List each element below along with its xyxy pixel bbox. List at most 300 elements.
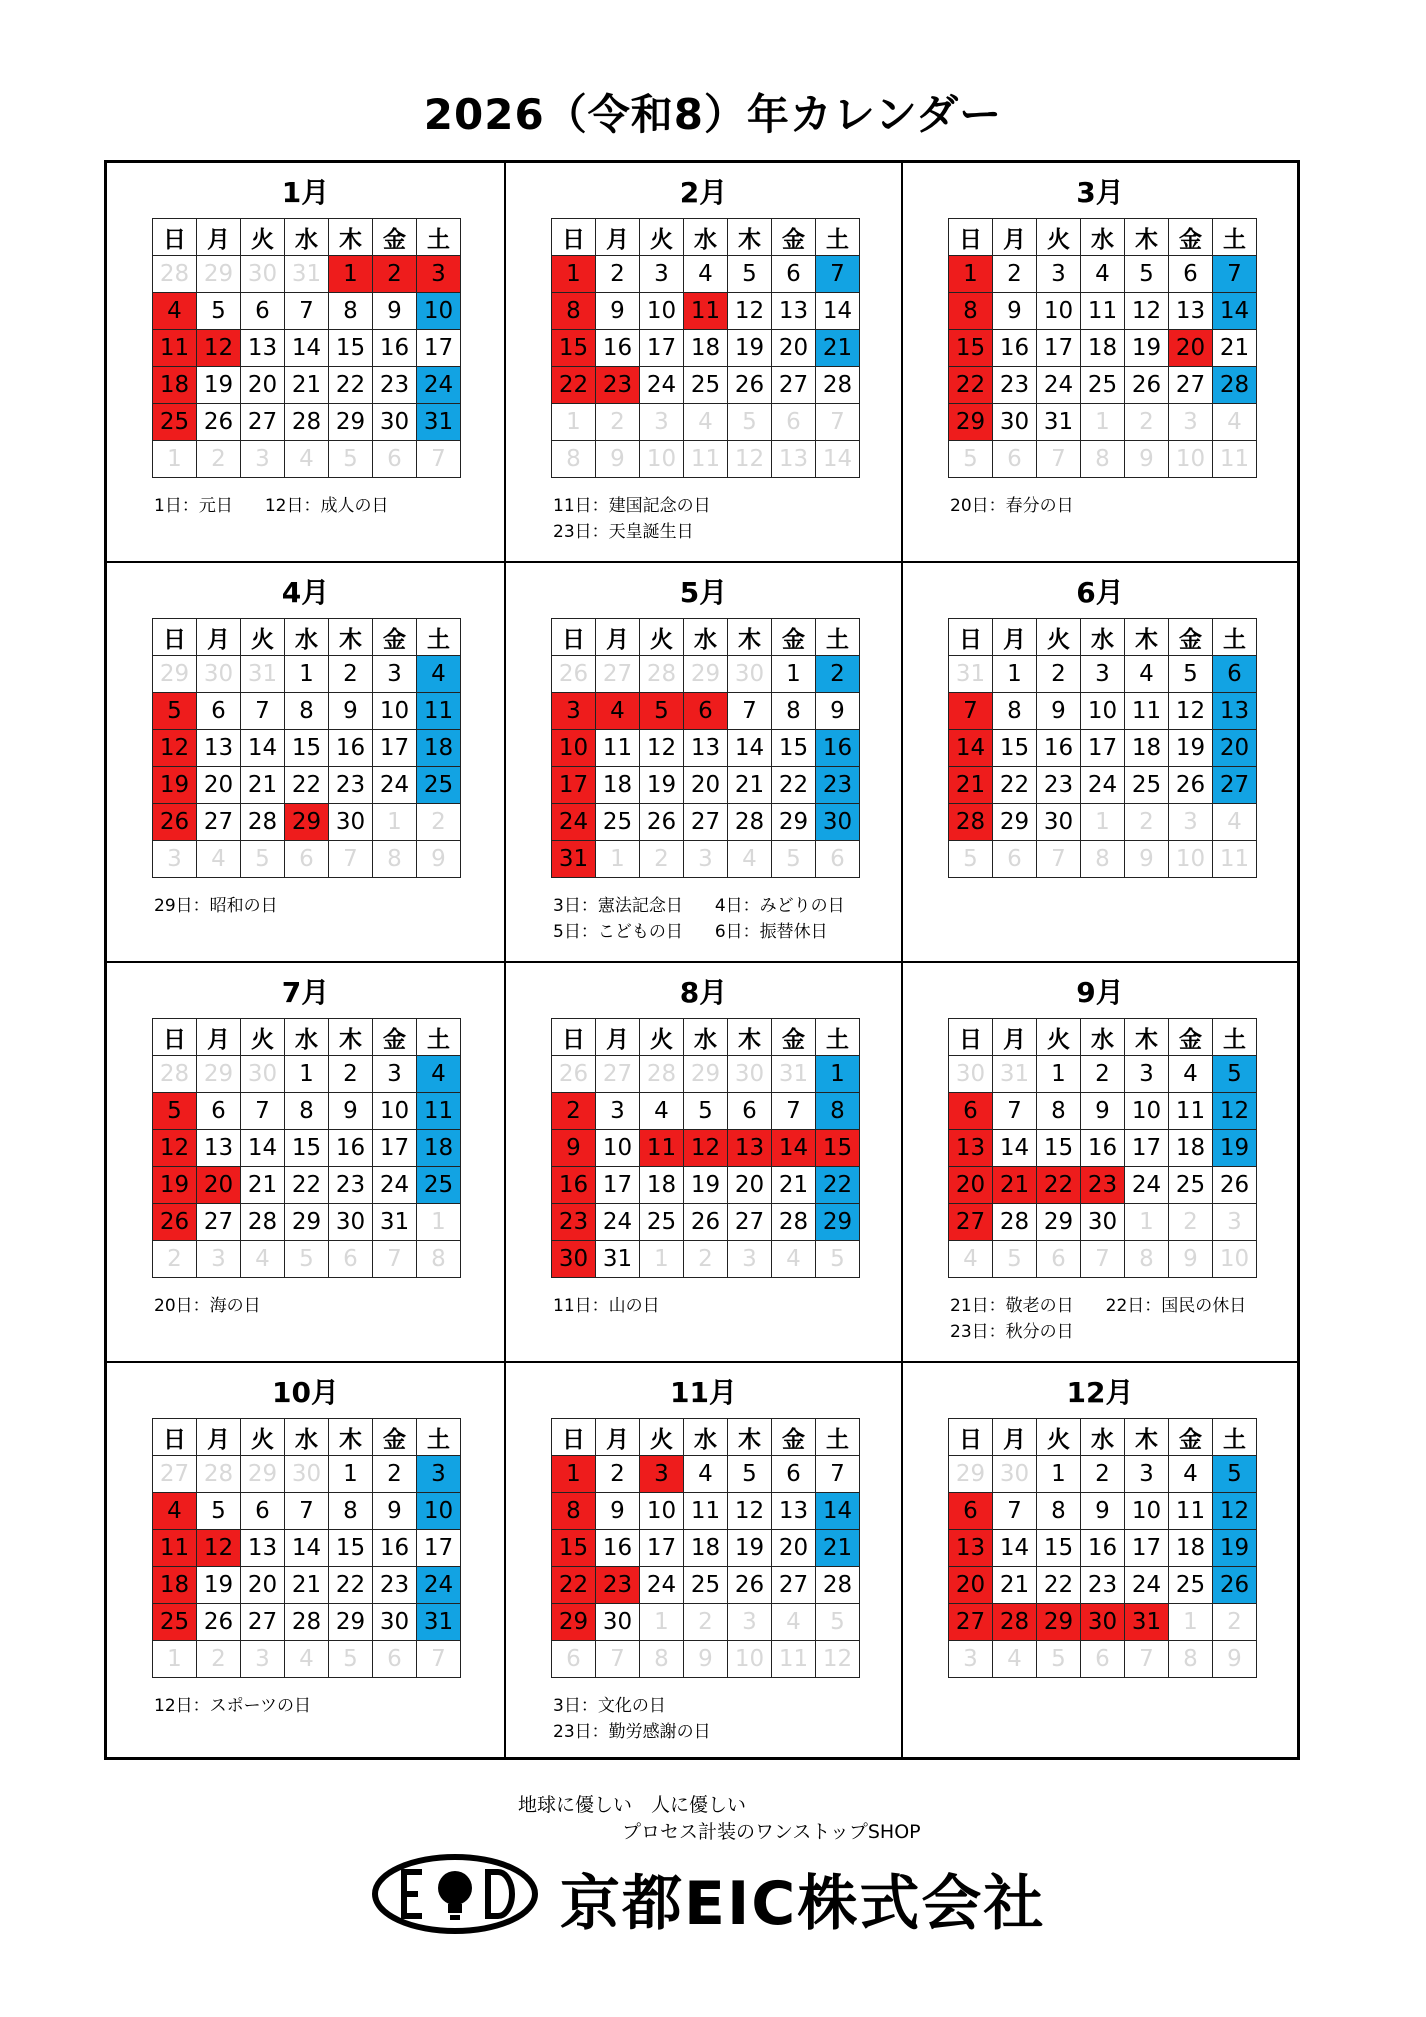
weekday-header: 土: [1213, 619, 1257, 656]
holiday-day-cell: 2: [373, 256, 417, 293]
week-row: [552, 330, 860, 367]
weekday-header: 木: [1125, 219, 1169, 256]
day-cell: 26: [1169, 767, 1213, 804]
weekday-header: 水: [285, 219, 329, 256]
week-row: [949, 404, 1257, 441]
holiday-day-cell: 13: [728, 1130, 772, 1167]
month-title: 10月: [272, 1376, 339, 1409]
other-month-day-cell: 9: [417, 841, 461, 878]
weekday-header: 金: [373, 619, 417, 656]
day-cell: 19: [1125, 330, 1169, 367]
company-logo: [370, 1852, 540, 1937]
saturday-day-cell: 4: [417, 1056, 461, 1093]
day-cell: 20: [197, 767, 241, 804]
other-month-day-cell: 30: [241, 256, 285, 293]
other-month-day-cell: 30: [993, 1456, 1037, 1493]
week-row: [949, 1641, 1257, 1678]
day-cell: 4: [684, 1456, 728, 1493]
weekday-header: 月: [596, 219, 640, 256]
holiday-day-cell: 11: [153, 330, 197, 367]
day-cell: 13: [1169, 293, 1213, 330]
day-cell: 7: [993, 1493, 1037, 1530]
other-month-day-cell: 30: [285, 1456, 329, 1493]
day-cell: 27: [772, 367, 816, 404]
holiday-day-cell: 22: [552, 1567, 596, 1604]
weekday-header: 金: [772, 1419, 816, 1456]
week-row: [153, 293, 461, 330]
other-month-day-cell: 29: [684, 1056, 728, 1093]
day-cell: 5: [197, 293, 241, 330]
month-panel: [506, 1363, 903, 1757]
week-row: [153, 1167, 461, 1204]
day-cell: 18: [1125, 730, 1169, 767]
day-cell: 4: [1125, 656, 1169, 693]
holiday-day-cell: 9: [552, 1130, 596, 1167]
other-month-day-cell: 30: [728, 656, 772, 693]
other-month-day-cell: 2: [1125, 404, 1169, 441]
day-cell: 30: [329, 804, 373, 841]
day-cell: 23: [1081, 1567, 1125, 1604]
weekday-header: 木: [728, 219, 772, 256]
saturday-day-cell: 23: [816, 767, 860, 804]
day-cell: 10: [1125, 1493, 1169, 1530]
holiday-day-cell: 6: [949, 1093, 993, 1130]
holiday-day-cell: 1: [552, 1456, 596, 1493]
week-row: [552, 656, 860, 693]
weekday-header: 日: [552, 1019, 596, 1056]
holiday-day-cell: 12: [197, 330, 241, 367]
week-row: [153, 1093, 461, 1130]
month-title: 8月: [679, 976, 728, 1009]
weekday-header: 水: [1081, 1419, 1125, 1456]
other-month-day-cell: 3: [640, 404, 684, 441]
weekday-header: 土: [417, 1419, 461, 1456]
day-cell: 25: [596, 804, 640, 841]
other-month-day-cell: 8: [1081, 841, 1125, 878]
saturday-day-cell: 11: [417, 693, 461, 730]
holiday-day-cell: 20: [197, 1167, 241, 1204]
other-month-day-cell: 7: [417, 1641, 461, 1678]
holiday-notes: [950, 493, 1280, 519]
saturday-day-cell: 26: [1213, 1567, 1257, 1604]
weekday-header: 土: [1213, 219, 1257, 256]
week-row: [153, 804, 461, 841]
day-cell: 9: [1037, 693, 1081, 730]
saturday-day-cell: 5: [1213, 1456, 1257, 1493]
other-month-day-cell: 3: [241, 1641, 285, 1678]
day-cell: 21: [772, 1167, 816, 1204]
day-cell: 17: [1037, 330, 1081, 367]
day-cell: 4: [1081, 256, 1125, 293]
day-cell: 24: [640, 1567, 684, 1604]
day-cell: 15: [1037, 1530, 1081, 1567]
day-cell: 22: [993, 767, 1037, 804]
day-cell: 3: [640, 256, 684, 293]
holiday-day-cell: 11: [153, 1530, 197, 1567]
weekday-header: 火: [241, 1019, 285, 1056]
other-month-day-cell: 7: [816, 404, 860, 441]
day-cell: 27: [197, 804, 241, 841]
holiday-notes: [553, 1293, 883, 1319]
day-cell: 20: [728, 1167, 772, 1204]
day-cell: 28: [728, 804, 772, 841]
other-month-day-cell: 4: [197, 841, 241, 878]
day-cell: 26: [197, 1604, 241, 1641]
other-month-day-cell: 7: [596, 1641, 640, 1678]
day-cell: 28: [816, 1567, 860, 1604]
week-row: [552, 1093, 860, 1130]
day-cell: 8: [329, 1493, 373, 1530]
day-cell: 6: [241, 1493, 285, 1530]
saturday-day-cell: 14: [1213, 293, 1257, 330]
day-cell: 11: [596, 730, 640, 767]
week-row: [153, 1641, 461, 1678]
day-cell: 17: [640, 1530, 684, 1567]
month-title: 7月: [281, 976, 330, 1009]
day-cell: 3: [1125, 1456, 1169, 1493]
day-cell: 13: [772, 1493, 816, 1530]
holiday-day-cell: 21: [949, 767, 993, 804]
day-cell: 2: [373, 1456, 417, 1493]
other-month-day-cell: 11: [772, 1641, 816, 1678]
holiday-notes: [553, 893, 883, 945]
day-cell: 5: [1125, 256, 1169, 293]
holiday-day-cell: 12: [684, 1130, 728, 1167]
other-month-day-cell: 6: [373, 1641, 417, 1678]
day-cell: 19: [197, 1567, 241, 1604]
week-row: [949, 1130, 1257, 1167]
other-month-day-cell: 12: [728, 441, 772, 478]
day-cell: 7: [772, 1093, 816, 1130]
saturday-day-cell: 19: [1213, 1530, 1257, 1567]
week-row: [949, 730, 1257, 767]
holiday-day-cell: 31: [552, 841, 596, 878]
day-cell: 2: [1081, 1056, 1125, 1093]
week-row: [949, 1456, 1257, 1493]
day-cell: 15: [993, 730, 1037, 767]
weekday-header: 木: [329, 1019, 373, 1056]
other-month-day-cell: 4: [285, 441, 329, 478]
weekday-header: 木: [1125, 1019, 1169, 1056]
holiday-note-line: [154, 493, 484, 519]
other-month-day-cell: 31: [993, 1056, 1037, 1093]
weekday-header: 木: [728, 619, 772, 656]
weekday-header: 金: [1169, 1419, 1213, 1456]
month-title: 12月: [1066, 1376, 1134, 1409]
day-cell: 20: [684, 767, 728, 804]
holiday-note: 3日：憲法記念日: [553, 896, 683, 916]
weekday-header: 火: [1037, 619, 1081, 656]
holiday-note: 20日：春分の日: [950, 496, 1074, 516]
other-month-day-cell: 8: [1125, 1241, 1169, 1278]
other-month-day-cell: 9: [1125, 441, 1169, 478]
month-title: 4月: [281, 576, 330, 609]
saturday-day-cell: 14: [816, 1493, 860, 1530]
holiday-day-cell: 29: [552, 1604, 596, 1641]
holiday-day-cell: 26: [153, 1204, 197, 1241]
saturday-day-cell: 21: [816, 330, 860, 367]
holiday-day-cell: 13: [949, 1130, 993, 1167]
other-month-day-cell: 30: [728, 1056, 772, 1093]
week-row: [949, 441, 1257, 478]
holiday-day-cell: 12: [197, 1530, 241, 1567]
saturday-day-cell: 6: [1213, 656, 1257, 693]
week-row: [949, 804, 1257, 841]
day-cell: 14: [993, 1530, 1037, 1567]
day-cell: 29: [329, 404, 373, 441]
other-month-day-cell: 5: [285, 1241, 329, 1278]
other-month-day-cell: 27: [596, 1056, 640, 1093]
week-row: [153, 656, 461, 693]
month-panel: [903, 1363, 1297, 1757]
day-cell: 1: [1037, 1056, 1081, 1093]
month-title: 11月: [670, 1376, 737, 1409]
other-month-day-cell: 9: [1213, 1641, 1257, 1678]
day-cell: 26: [640, 804, 684, 841]
day-cell: 16: [1037, 730, 1081, 767]
other-month-day-cell: 3: [197, 1241, 241, 1278]
day-cell: 28: [241, 804, 285, 841]
holiday-day-cell: 12: [153, 730, 197, 767]
saturday-day-cell: 22: [816, 1167, 860, 1204]
week-row: [949, 693, 1257, 730]
day-cell: 18: [684, 330, 728, 367]
month-calendar-table: [152, 1418, 461, 1678]
week-row: [153, 367, 461, 404]
day-cell: 17: [417, 1530, 461, 1567]
holiday-day-cell: 15: [816, 1130, 860, 1167]
day-cell: 13: [684, 730, 728, 767]
weekday-header: 土: [1213, 1419, 1257, 1456]
weekday-header: 月: [993, 1419, 1037, 1456]
day-cell: 9: [596, 1493, 640, 1530]
holiday-day-cell: 15: [949, 330, 993, 367]
weekday-header: 水: [285, 1419, 329, 1456]
week-row: [949, 1604, 1257, 1641]
day-cell: 28: [285, 404, 329, 441]
day-cell: 15: [772, 730, 816, 767]
day-cell: 21: [241, 1167, 285, 1204]
day-cell: 18: [684, 1530, 728, 1567]
holiday-day-cell: 8: [552, 293, 596, 330]
holiday-day-cell: 3: [417, 256, 461, 293]
holiday-day-cell: 6: [684, 693, 728, 730]
saturday-day-cell: 19: [1213, 1130, 1257, 1167]
day-cell: 29: [329, 1604, 373, 1641]
month-calendar-table: [152, 218, 461, 478]
weekday-header: 日: [552, 219, 596, 256]
month-calendar-table: [152, 618, 461, 878]
holiday-day-cell: 17: [552, 767, 596, 804]
day-cell: 16: [373, 1530, 417, 1567]
day-cell: 26: [1125, 367, 1169, 404]
weekday-header: 木: [329, 619, 373, 656]
holiday-day-cell: 31: [1125, 1604, 1169, 1641]
week-row: [552, 730, 860, 767]
other-month-day-cell: 8: [417, 1241, 461, 1278]
weekday-header: 月: [993, 1019, 1037, 1056]
day-cell: 9: [596, 293, 640, 330]
other-month-day-cell: 5: [816, 1241, 860, 1278]
day-cell: 6: [197, 693, 241, 730]
weekday-header: 土: [816, 619, 860, 656]
holiday-note: 11日：建国記念の日: [553, 496, 711, 516]
logo-bulb-icon: [438, 1871, 472, 1920]
holiday-note: 5日：こどもの日: [553, 922, 683, 942]
holiday-day-cell: 5: [640, 693, 684, 730]
weekday-header-row: [949, 1019, 1257, 1056]
day-cell: 30: [1037, 804, 1081, 841]
saturday-day-cell: 31: [417, 404, 461, 441]
other-month-day-cell: 5: [1037, 1641, 1081, 1678]
day-cell: 27: [684, 804, 728, 841]
other-month-day-cell: 8: [1169, 1641, 1213, 1678]
week-row: [153, 1056, 461, 1093]
week-row: [949, 1530, 1257, 1567]
day-cell: 16: [596, 330, 640, 367]
other-month-day-cell: 7: [1125, 1641, 1169, 1678]
day-cell: 17: [1125, 1130, 1169, 1167]
saturday-day-cell: 16: [816, 730, 860, 767]
day-cell: 23: [329, 767, 373, 804]
day-cell: 21: [241, 767, 285, 804]
saturday-day-cell: 24: [417, 1567, 461, 1604]
week-row: [552, 1493, 860, 1530]
other-month-day-cell: 6: [552, 1641, 596, 1678]
holiday-day-cell: 5: [153, 693, 197, 730]
day-cell: 12: [728, 1493, 772, 1530]
day-cell: 25: [684, 367, 728, 404]
holiday-note-line: [154, 1293, 484, 1319]
holiday-note: 29日：昭和の日: [154, 896, 278, 916]
weekday-header: 木: [329, 219, 373, 256]
other-month-day-cell: 6: [373, 441, 417, 478]
other-month-day-cell: 10: [1213, 1241, 1257, 1278]
day-cell: 18: [596, 767, 640, 804]
other-month-day-cell: 28: [640, 1056, 684, 1093]
weekday-header: 火: [241, 219, 285, 256]
other-month-day-cell: 11: [1213, 441, 1257, 478]
day-cell: 28: [285, 1604, 329, 1641]
holiday-note: 20日：海の日: [154, 1296, 261, 1316]
weekday-header-row: [153, 1019, 461, 1056]
holiday-day-cell: 29: [285, 804, 329, 841]
day-cell: 23: [329, 1167, 373, 1204]
other-month-day-cell: 7: [1081, 1241, 1125, 1278]
weekday-header: 火: [640, 1419, 684, 1456]
holiday-note: 12日：成人の日: [264, 496, 389, 516]
other-month-day-cell: 6: [1037, 1241, 1081, 1278]
week-row: [153, 1456, 461, 1493]
holiday-day-cell: 11: [684, 293, 728, 330]
other-month-day-cell: 9: [596, 441, 640, 478]
holiday-note: 23日：秋分の日: [950, 1322, 1074, 1342]
page-title: 2026（令和8）年カレンダー: [423, 90, 1003, 139]
month-panel: [506, 563, 903, 963]
holiday-notes: [553, 493, 883, 545]
holiday-note: 21日：敬老の日: [950, 1296, 1074, 1316]
weekday-header-row: [949, 1419, 1257, 1456]
week-row: [153, 767, 461, 804]
day-cell: 2: [596, 1456, 640, 1493]
day-cell: 21: [1213, 330, 1257, 367]
day-cell: 24: [1037, 367, 1081, 404]
day-cell: 5: [1169, 656, 1213, 693]
other-month-day-cell: 5: [728, 404, 772, 441]
holiday-day-cell: 11: [640, 1130, 684, 1167]
weekday-header-row: [153, 1419, 461, 1456]
holiday-day-cell: 30: [1081, 1604, 1125, 1641]
day-cell: 20: [241, 367, 285, 404]
day-cell: 4: [1169, 1056, 1213, 1093]
other-month-day-cell: 29: [153, 656, 197, 693]
holiday-day-cell: 30: [552, 1241, 596, 1278]
saturday-day-cell: 11: [417, 1093, 461, 1130]
saturday-day-cell: 21: [816, 1530, 860, 1567]
day-cell: 6: [728, 1093, 772, 1130]
day-cell: 3: [1037, 256, 1081, 293]
day-cell: 13: [772, 293, 816, 330]
weekday-header: 水: [684, 619, 728, 656]
week-row: [949, 1056, 1257, 1093]
day-cell: 29: [285, 1204, 329, 1241]
saturday-day-cell: 3: [417, 1456, 461, 1493]
day-cell: 15: [329, 1530, 373, 1567]
weekday-header: 火: [640, 1019, 684, 1056]
day-cell: 3: [1081, 656, 1125, 693]
week-row: [552, 767, 860, 804]
day-cell: 9: [993, 293, 1037, 330]
holiday-day-cell: 18: [153, 367, 197, 404]
other-month-day-cell: 28: [640, 656, 684, 693]
other-month-day-cell: 3: [728, 1241, 772, 1278]
holiday-note: 22日：国民の休日: [1105, 1296, 1247, 1316]
day-cell: 26: [684, 1204, 728, 1241]
other-month-day-cell: 1: [1081, 404, 1125, 441]
day-cell: 1: [1037, 1456, 1081, 1493]
other-month-day-cell: 2: [640, 841, 684, 878]
weekday-header: 火: [241, 1419, 285, 1456]
weekday-header: 木: [728, 1019, 772, 1056]
weekday-header: 水: [684, 219, 728, 256]
week-row: [949, 1241, 1257, 1278]
day-cell: 10: [640, 1493, 684, 1530]
day-cell: 16: [329, 1130, 373, 1167]
month-calendar-table: [948, 1018, 1257, 1278]
other-month-day-cell: 7: [417, 441, 461, 478]
weekday-header: 金: [373, 1419, 417, 1456]
day-cell: 28: [816, 367, 860, 404]
day-cell: 30: [373, 1604, 417, 1641]
day-cell: 18: [1081, 330, 1125, 367]
day-cell: 2: [329, 1056, 373, 1093]
weekday-header: 木: [1125, 619, 1169, 656]
other-month-day-cell: 13: [772, 441, 816, 478]
week-row: [552, 1241, 860, 1278]
day-cell: 17: [417, 330, 461, 367]
day-cell: 9: [816, 693, 860, 730]
holiday-note-line: [950, 1319, 1280, 1345]
weekday-header: 日: [552, 619, 596, 656]
weekday-header: 水: [1081, 219, 1125, 256]
weekday-header: 土: [816, 1019, 860, 1056]
day-cell: 19: [1169, 730, 1213, 767]
other-month-day-cell: 2: [684, 1604, 728, 1641]
other-month-day-cell: 5: [329, 1641, 373, 1678]
day-cell: 2: [329, 656, 373, 693]
holiday-day-cell: 27: [949, 1604, 993, 1641]
other-month-day-cell: 1: [552, 404, 596, 441]
